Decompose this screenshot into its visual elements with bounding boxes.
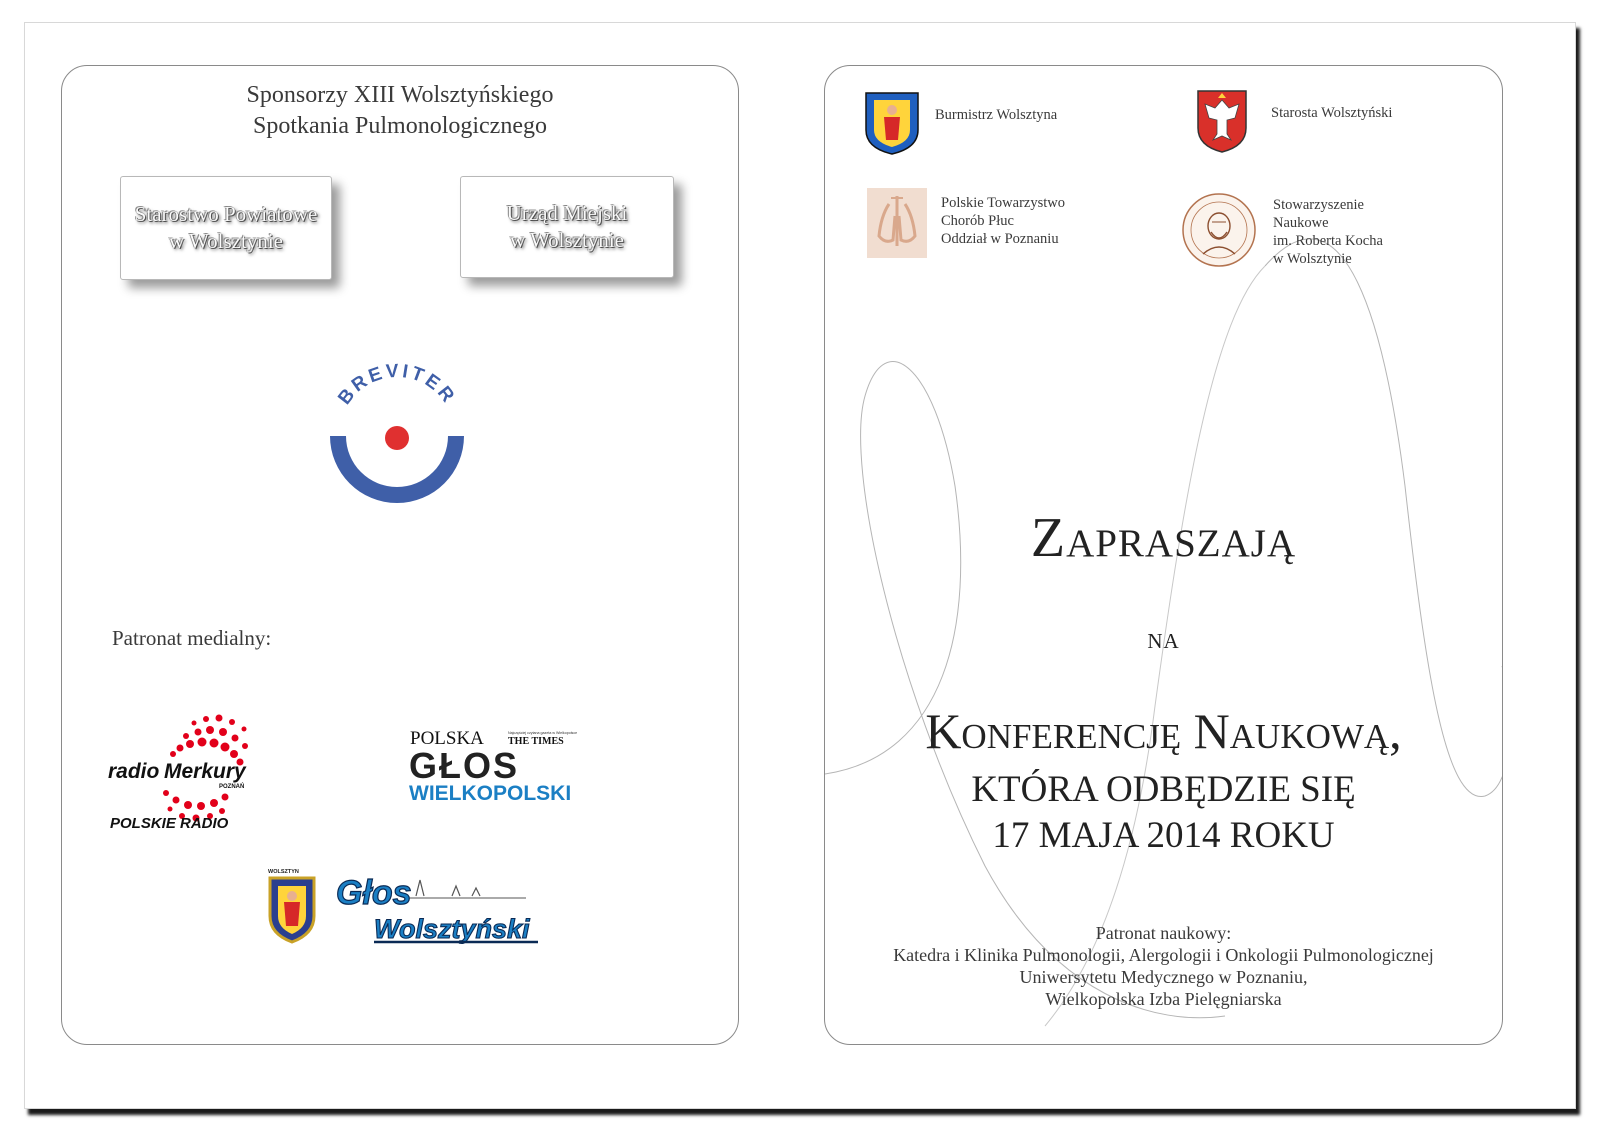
glos-wolsztynski-logo bbox=[266, 866, 542, 946]
wielkopolski-word: WIELKOPOLSKI bbox=[409, 782, 572, 805]
koch-society-medallion-icon bbox=[1181, 192, 1257, 268]
radio-word: radio bbox=[108, 760, 160, 783]
wolsztyn-badge-label: WOLSZTYN bbox=[268, 869, 299, 875]
org-starosta: Starosta Wolsztyński bbox=[1271, 105, 1393, 121]
glos-wielkopolski-logo bbox=[408, 726, 598, 806]
org-koch-society: Stowarzyszenie Naukowe im. Roberta Kocha w Wolsztynie bbox=[1273, 197, 1383, 267]
patronage-line-3: Wielkopolska Izba Pielęgniarska bbox=[1045, 989, 1282, 1009]
invitation-panel bbox=[824, 65, 1503, 1045]
merkury-word: Merkury bbox=[164, 760, 246, 783]
invite-date: 17 MAJA 2014 ROKU bbox=[992, 815, 1335, 856]
invite-which-will-take-place: KTÓRA ODBĘDZIE SIĘ bbox=[971, 769, 1356, 810]
glos-script-word: Głos bbox=[336, 874, 412, 912]
breviter-dot bbox=[385, 426, 409, 450]
patronage-line-2: Uniwersytetu Medycznego w Poznaniu, bbox=[1019, 967, 1308, 987]
media-patronage-label: Patronat medialny: bbox=[112, 626, 272, 650]
sponsor-urzad-box bbox=[460, 176, 674, 278]
invite-conference: Konferencję Naukową, bbox=[925, 703, 1402, 759]
polska-word: POLSKA bbox=[410, 728, 484, 749]
patronage-line-1: Katedra i Klinika Pulmonologii, Alergologii i Onkologii Pulmonologicznej bbox=[893, 945, 1434, 965]
wolsztyn-coat-of-arms-icon bbox=[863, 90, 921, 156]
invite-heading: Zapraszają bbox=[1030, 507, 1297, 569]
org-ptchp: Polskie Towarzystwo Chorób Płuc Oddział w Poznaniu bbox=[941, 195, 1065, 247]
the-times-word: THE TIMES bbox=[508, 736, 564, 747]
brochure-sheet bbox=[24, 22, 1576, 1109]
breviter-logo-text: BREVITER bbox=[334, 360, 460, 409]
wolsztynski-script-word: Wolsztyński bbox=[374, 914, 530, 944]
org-burmistrz: Burmistrz Wolsztyna bbox=[935, 107, 1058, 123]
invite-na: na bbox=[1147, 622, 1180, 655]
scientific-patronage bbox=[825, 922, 1502, 1010]
sponsors-title bbox=[62, 80, 738, 142]
radio-city: POZNAŃ bbox=[219, 784, 245, 790]
sponsor-starostwo-label: Starostwo Powiatowe w Wolsztynie bbox=[134, 202, 318, 253]
glos-word: GŁOS bbox=[409, 745, 520, 786]
breviter-logo bbox=[324, 356, 470, 514]
svg-text:BREVITER bbox=[334, 361, 459, 409]
sponsors-panel bbox=[61, 65, 739, 1045]
glos-tagline: Najczęściej czytana gazeta w Wielkopolsce bbox=[508, 731, 578, 735]
radio-merkury-logo bbox=[106, 696, 274, 834]
ptchp-logo-icon bbox=[865, 186, 929, 260]
powiat-coat-of-arms-icon bbox=[1195, 88, 1249, 154]
sponsor-starostwo-box bbox=[120, 176, 332, 280]
sponsor-urzad-label: Urząd Miejski w Wolsztynie bbox=[506, 201, 628, 252]
sponsors-title-line-1: Sponsorzy XIII Wolsztyńskiego bbox=[246, 82, 554, 108]
patronage-label: Patronat naukowy: bbox=[1095, 923, 1232, 943]
sponsors-title-line-2: Spotkania Pulmonologicznego bbox=[253, 113, 547, 139]
polskie-radio-caption: POLSKIE RADIO bbox=[110, 815, 229, 832]
